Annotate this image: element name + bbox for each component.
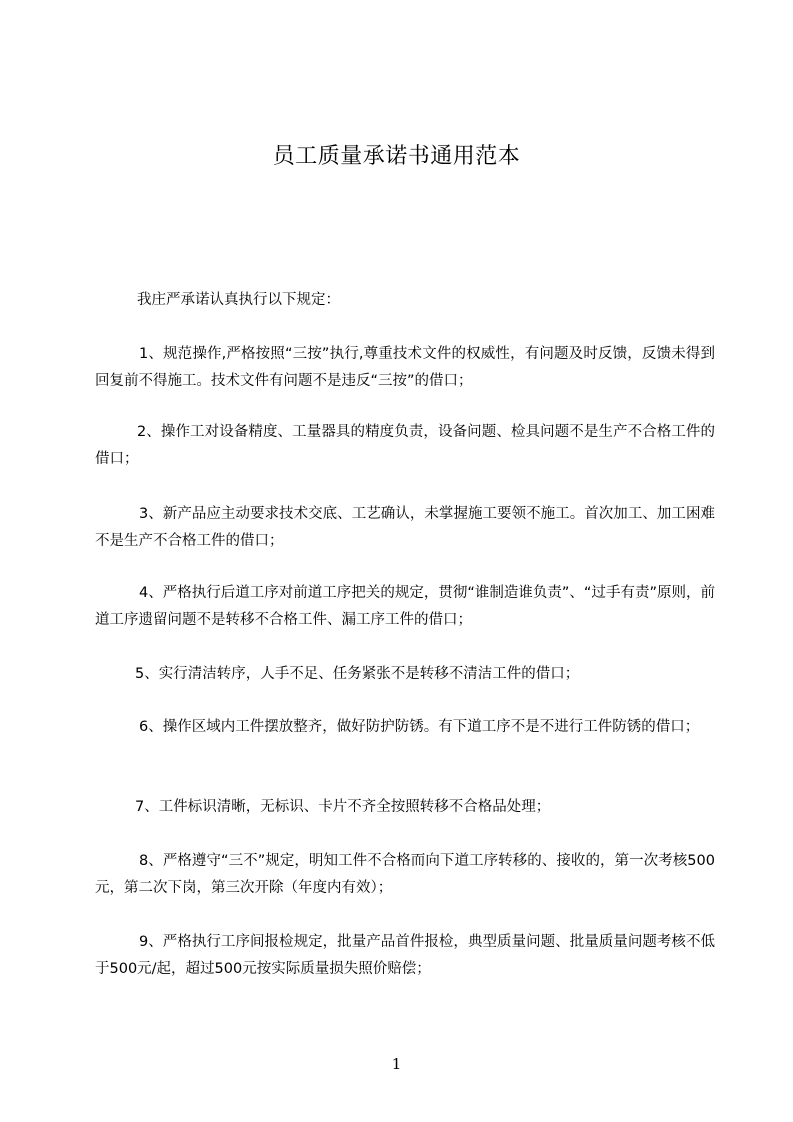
document-title: 员工质量承诺书通用范本	[272, 144, 521, 169]
rule-paragraph-1: 1、规范操作,严格按照“三按”执行,尊重技术文件的权威性，有问题及时反馈，反馈未得到回复前不得施工。技术文件有问题不是违反“三按”的借口；	[95, 346, 715, 389]
intro-paragraph: 我庄严承诺认真执行以下规定：	[137, 292, 340, 308]
rule-paragraph-9: 9、严格执行工序间报检规定，批量产品首件报检，典型质量问题、批量质量问题考核不低于500元/起，超过500元按实际质量损失照价赔偿；	[95, 934, 715, 977]
rule-paragraph-4: 4、严格执行后道工序对前道工序把关的规定，贯彻“谁制造谁负责”、“过手有责”原则，前道工序遗留问题不是转移不合格工件、漏工序工件的借口；	[95, 585, 715, 628]
rule-paragraph-8: 8、严格遵守“三不”规定，明知工件不合格而向下道工序转移的、接收的，第一次考核500元，第二次下岗，第三次开除（年度内有效）；	[95, 853, 715, 896]
page-number: 1	[391, 1055, 402, 1073]
rule-paragraph-5: 5、实行清洁转序，人手不足、任务紧张不是转移不清洁工件的借口；	[135, 666, 580, 682]
rule-paragraph-7: 7、工件标识清晰，无标识、卡片不齐全按照转移不合格品处理；	[135, 799, 551, 815]
rule-paragraph-6: 6、操作区域内工件摆放整齐，做好防护防锈。有下道工序不是不进行工件防锈的借口；	[139, 719, 700, 735]
rule-paragraph-2: 2、操作工对设备精度、工量器具的精度负责，设备问题、检具问题不是生产不合格工件的借口；	[95, 424, 715, 467]
rule-paragraph-3: 3、新产品应主动要求技术交底、工艺确认，未掌握施工要领不施工。首次加工、加工困难不是生产不合格工件的借口；	[95, 506, 715, 549]
